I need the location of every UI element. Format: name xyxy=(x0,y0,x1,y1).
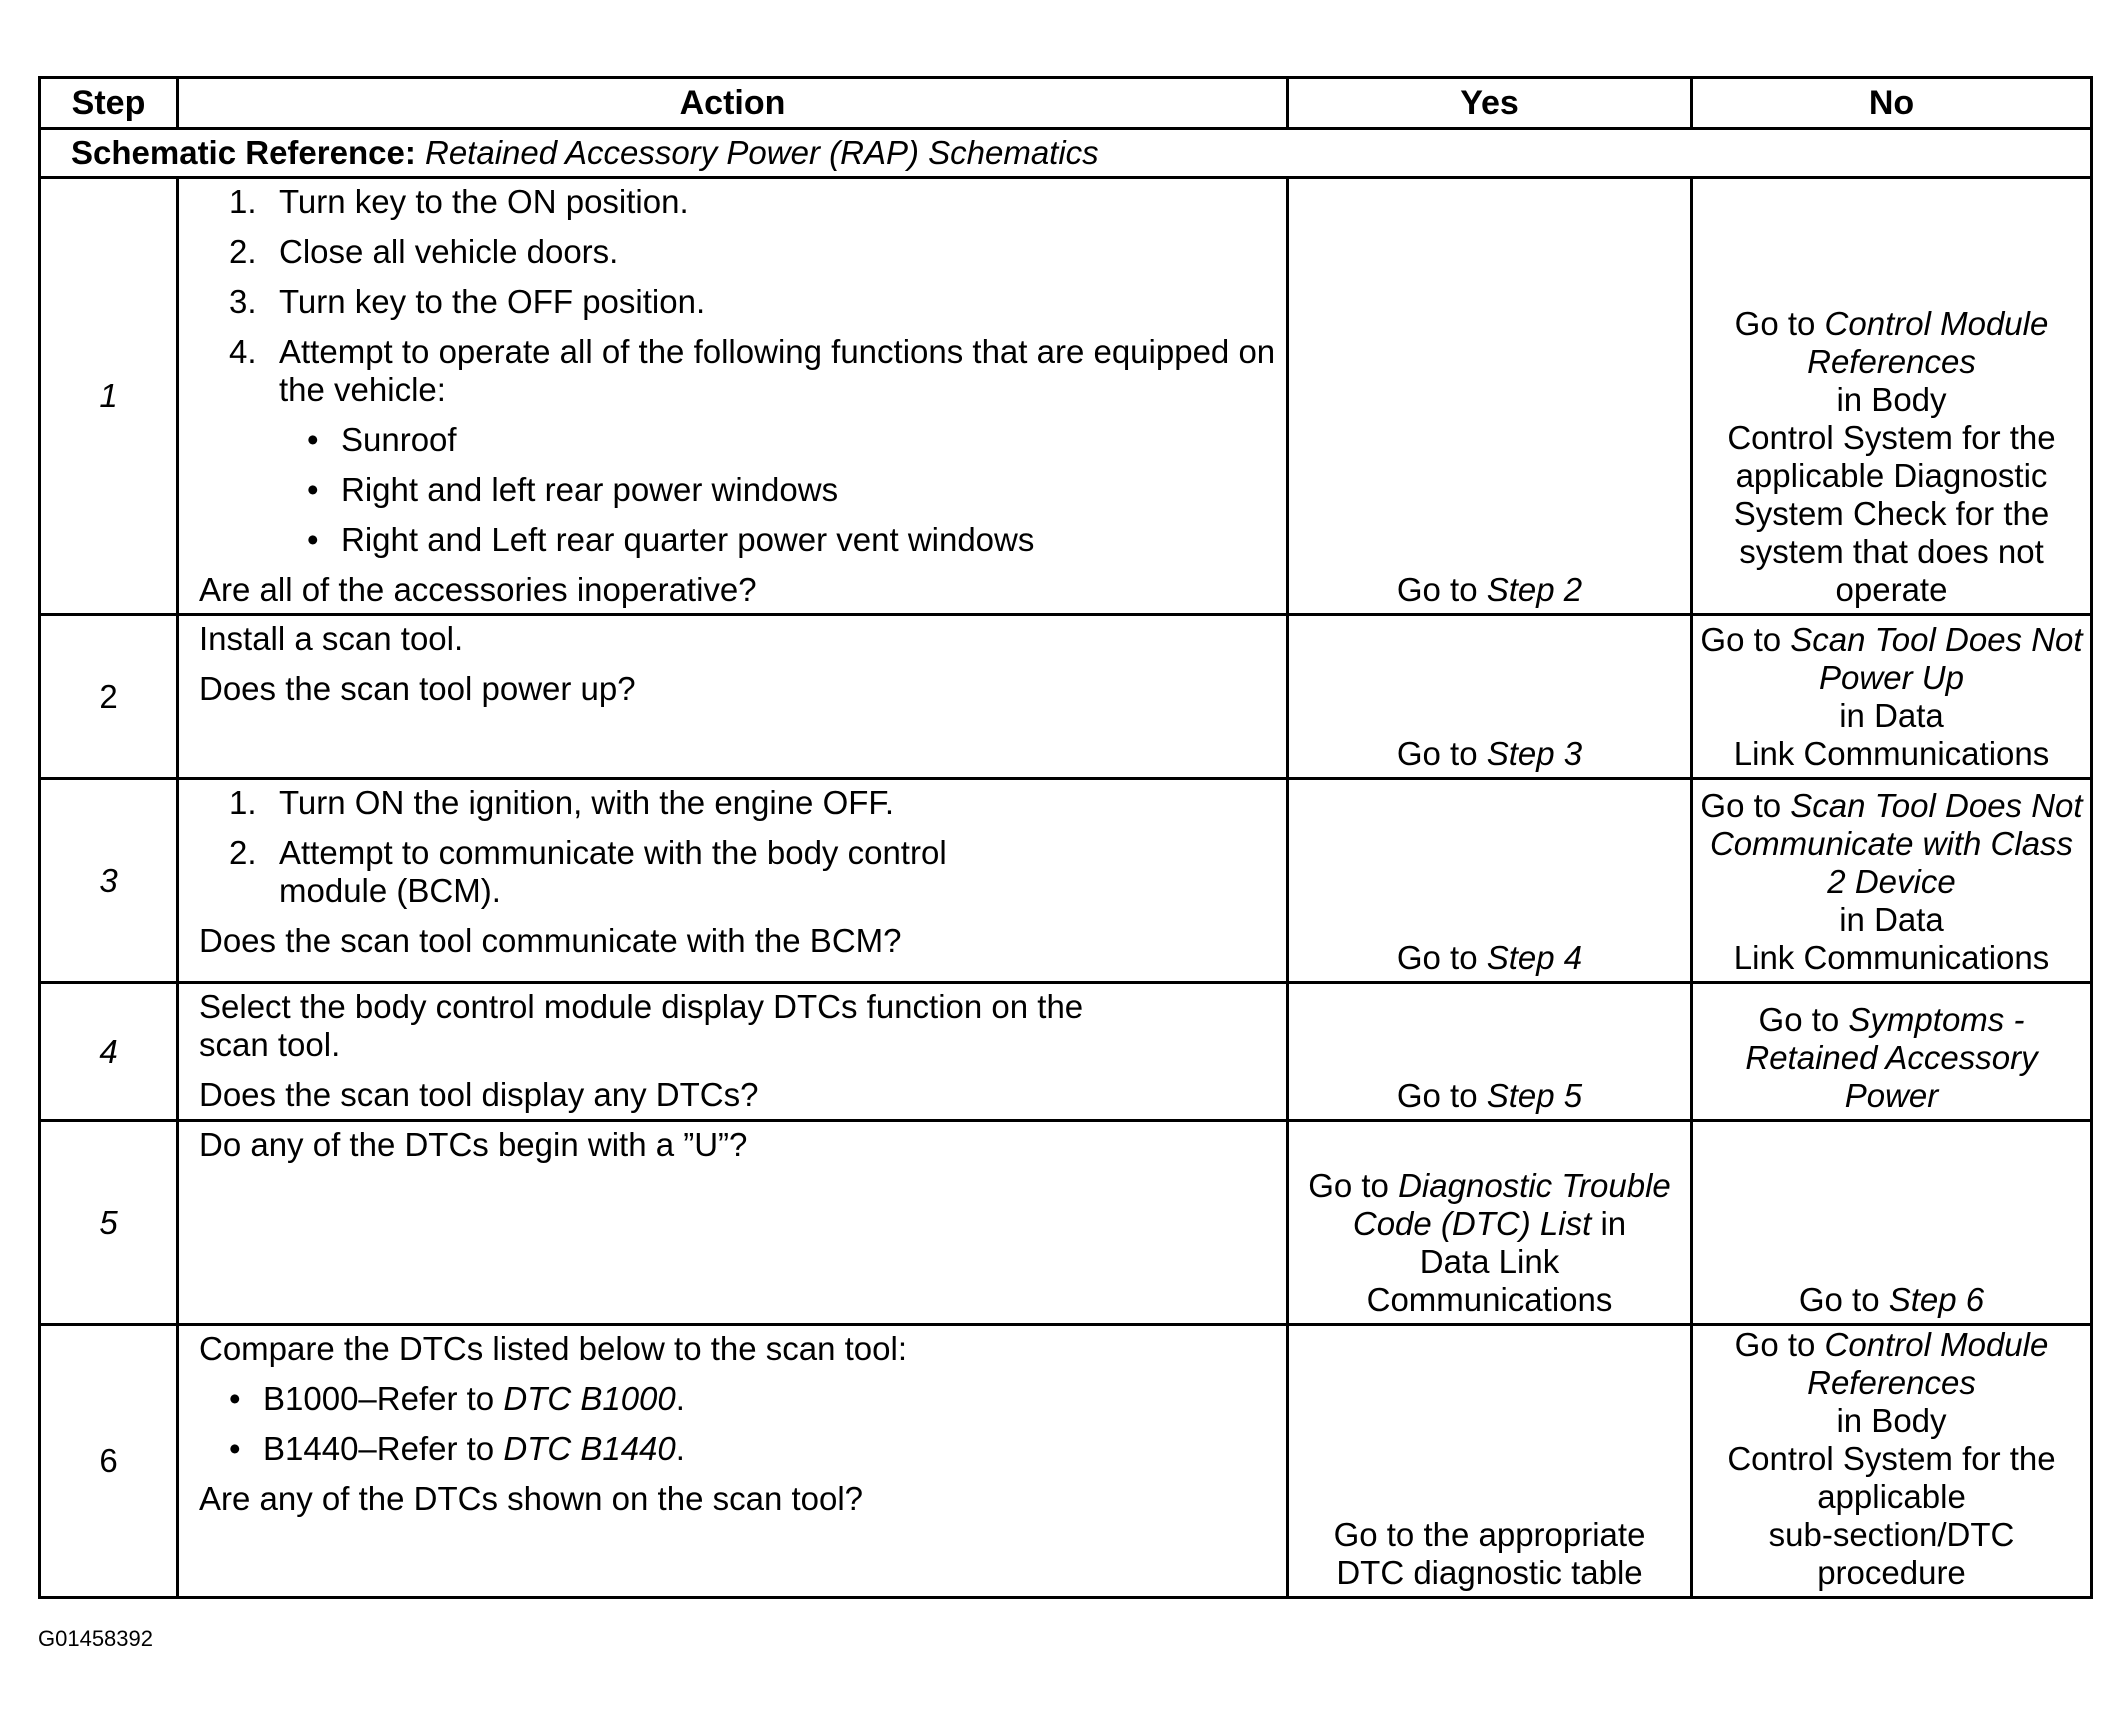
numbered-step: 1. Turn key to the ON position. xyxy=(229,183,689,220)
table-row xyxy=(40,1121,2092,1325)
step-number: 1 xyxy=(40,178,178,615)
bullet-item: • Right and Left rear quarter power vent windows xyxy=(307,521,1035,558)
no-cell: Go to Scan Tool Does Not Power Up in Data Link Communications xyxy=(1692,615,2092,779)
step-number: 2 xyxy=(40,615,178,779)
table-row xyxy=(40,615,2092,779)
numbered-step: 1. Turn ON the ignition, with the engine OFF. xyxy=(229,784,895,821)
figure-id: G01458392 xyxy=(38,1626,153,1651)
schematic-reference xyxy=(40,129,2092,178)
yes-cell: Go to Step 3 xyxy=(1288,615,1692,779)
no-cell: Go to Step 6 xyxy=(1692,1121,2092,1325)
action-cell: Install a scan tool. Does the scan tool power up? xyxy=(178,615,1288,779)
yes-cell: Go to Diagnostic Trouble Code (DTC) List in Data Link Communications xyxy=(1288,1121,1692,1325)
bullet-item: • Right and left rear power windows xyxy=(307,471,839,508)
no-cell: Go to Scan Tool Does Not Communicate with Class 2 Device in Data Link Communications xyxy=(1692,779,2092,983)
table-row xyxy=(40,779,2092,983)
step-link[interactable]: Step 3 xyxy=(1486,735,1583,772)
action-cell: Select the body control module display DTCs function on the scan tool. Does the scan tool display any DTCs? xyxy=(178,983,1288,1121)
header-row xyxy=(40,78,2092,129)
yes-cell: Go to Step 4 xyxy=(1288,779,1692,983)
header-yes: Yes xyxy=(1288,78,1692,129)
numbered-step: 2. Attempt to communicate with the body control module (BCM). xyxy=(229,834,947,909)
step-link[interactable]: Step 2 xyxy=(1486,571,1583,608)
action-cell: 1. Turn ON the ignition, with the engine OFF. 2. Attempt to communicate with the body control module (BCM). Does the scan tool communicate with the BCM? xyxy=(178,779,1288,983)
reference-link[interactable]: Control Module References xyxy=(1807,305,2049,380)
step-number: 5 xyxy=(40,1121,178,1325)
reference-link[interactable]: Scan Tool Does Not Power Up xyxy=(1790,621,2083,696)
numbered-step: 3. Turn key to the OFF position. xyxy=(229,283,706,320)
action-cell xyxy=(178,178,1288,615)
diagnostic-table xyxy=(38,76,2093,1599)
no-cell: Go to Control Module References in Body Control System for the applicable sub-section/DTC procedure xyxy=(1692,1325,2092,1598)
no-cell: Go to Symptoms - Retained Accessory Power xyxy=(1692,983,2092,1121)
action-cell: Compare the DTCs listed below to the scan tool: • B1000–Refer to DTC B1000. • B1440–Refer to DTC B1440. Are any of the DTCs shown on the scan tool? xyxy=(178,1325,1288,1598)
header-no: No xyxy=(1692,78,2092,129)
bullet-item: • B1000–Refer to DTC B1000. xyxy=(229,1380,685,1417)
table-row xyxy=(40,983,2092,1121)
numbered-step: 4. Attempt to operate all of the following functions that are equipped on the vehicle: xyxy=(229,333,1276,408)
numbered-step: 2. Close all vehicle doors. xyxy=(229,233,619,270)
question-text: Are all of the accessories inoperative? xyxy=(199,571,757,608)
step-number: 6 xyxy=(40,1325,178,1598)
reference-link[interactable]: Control Module References xyxy=(1807,1326,2049,1401)
step-number: 4 xyxy=(40,983,178,1121)
step-link[interactable]: Step 6 xyxy=(1888,1281,1985,1318)
yes-cell: Go to the appropriate DTC diagnostic table xyxy=(1288,1325,1692,1598)
yes-cell: Go to Step 2 xyxy=(1288,178,1692,615)
bullet-item: • B1440–Refer to DTC B1440. xyxy=(229,1430,685,1467)
dtc-link[interactable]: DTC B1000 xyxy=(503,1380,676,1417)
no-cell: Go to Control Module References in Body Control System for the applicable Diagnostic System Check for the system that does not operate xyxy=(1692,178,2092,615)
header-step: Step xyxy=(40,78,178,129)
reference-link[interactable]: Scan Tool Does Not Communicate with Class 2 Device xyxy=(1709,787,2083,900)
reference-link[interactable]: Diagnostic Trouble Code (DTC) List xyxy=(1352,1167,1671,1242)
reference-link[interactable]: Symptoms - Retained Accessory Power xyxy=(1745,1001,2038,1114)
yes-cell: Go to Step 5 xyxy=(1288,983,1692,1121)
action-cell: Do any of the DTCs begin with a ”U”? xyxy=(178,1121,1288,1325)
schematic-reference-label: Schematic Reference: xyxy=(71,134,416,171)
header-action: Action xyxy=(178,78,1288,129)
step-link[interactable]: Step 5 xyxy=(1486,1077,1583,1114)
schematic-reference-row xyxy=(40,129,2092,178)
step-link[interactable]: Step 4 xyxy=(1486,939,1583,976)
schematic-reference-link[interactable]: Retained Accessory Power (RAP) Schematics xyxy=(425,134,1099,171)
dtc-link[interactable]: DTC B1440 xyxy=(503,1430,676,1467)
step-number: 3 xyxy=(40,779,178,983)
bullet-item: • Sunroof xyxy=(307,421,457,458)
table-row xyxy=(40,1325,2092,1598)
table-row xyxy=(40,178,2092,615)
